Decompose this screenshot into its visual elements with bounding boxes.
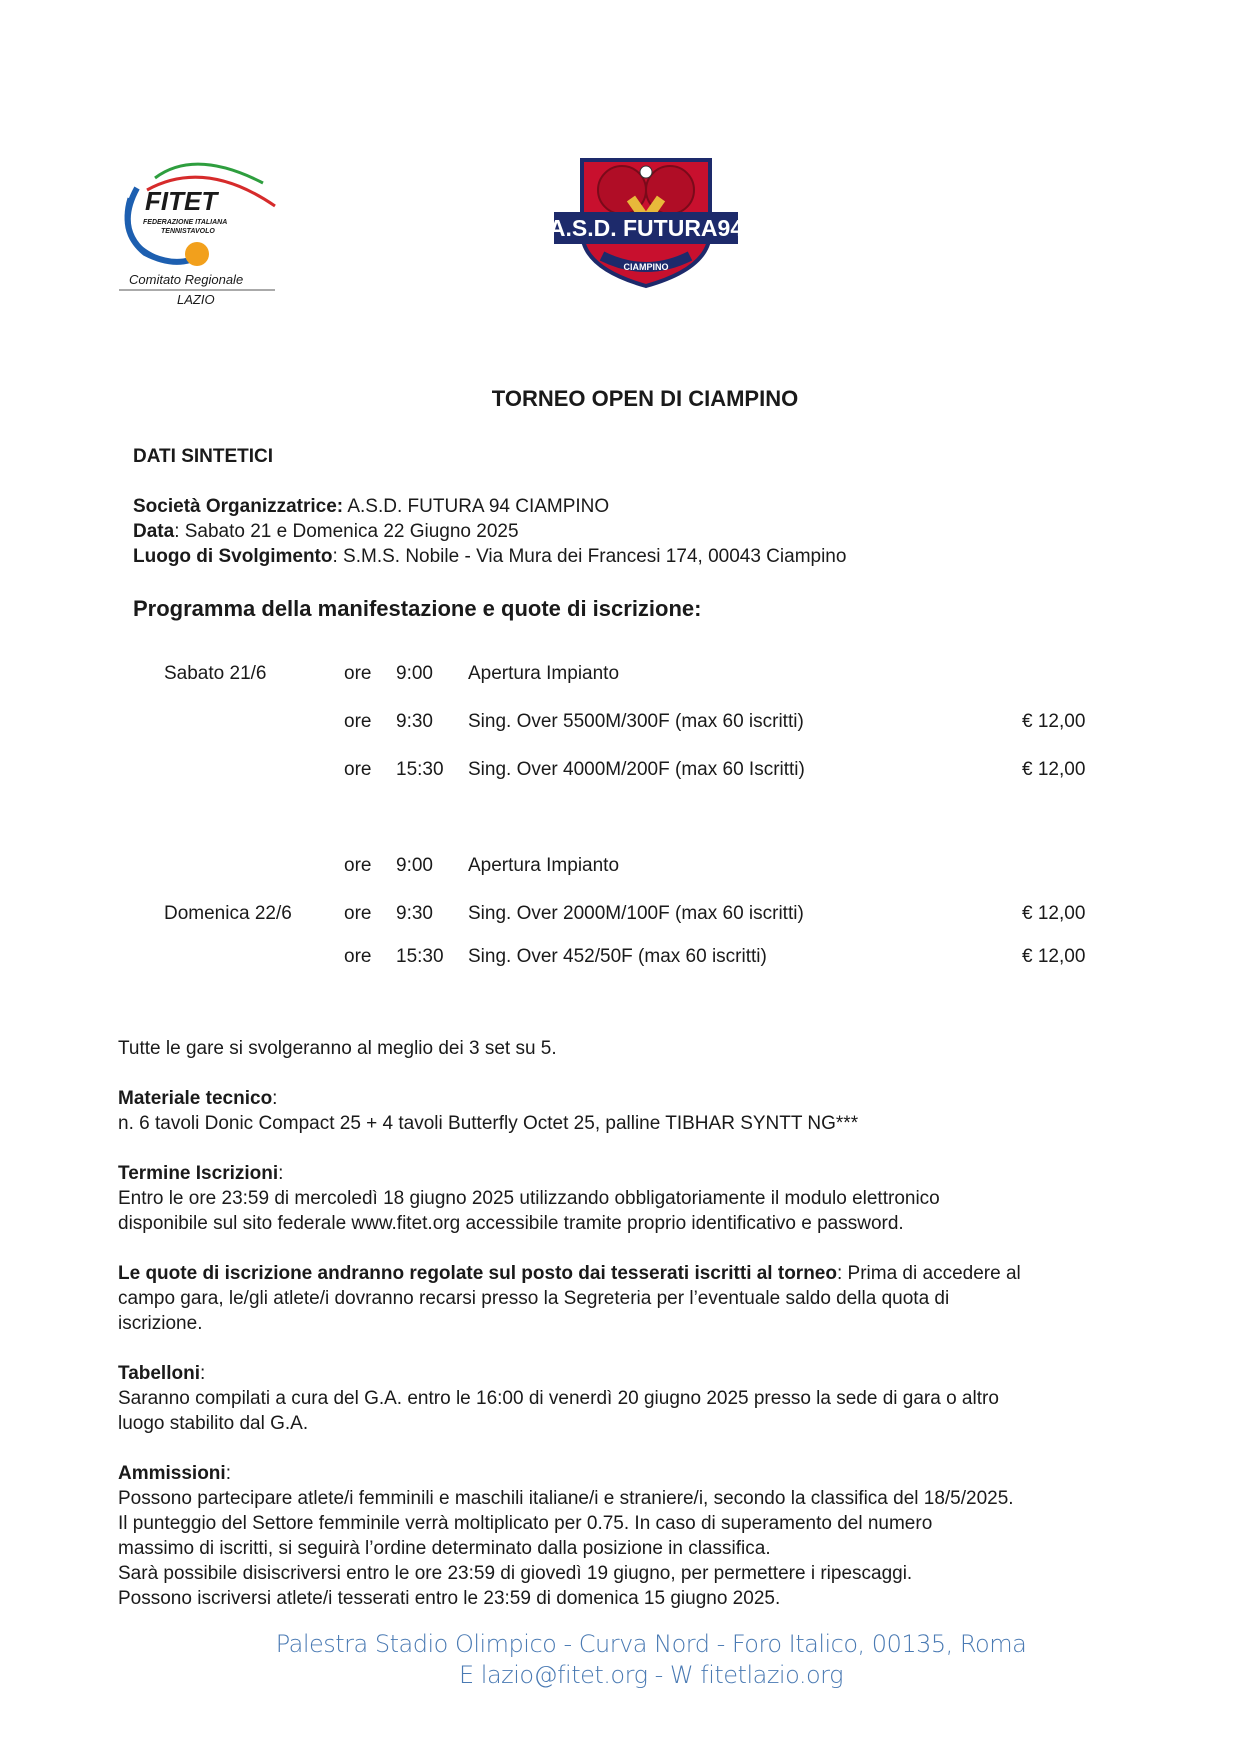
program-price: € 12,00	[1022, 759, 1086, 780]
program-ore: ore	[344, 855, 372, 876]
venue-line	[133, 544, 846, 569]
admissions-line: Possono iscriversi atlete/i tesserati entro le 23:59 di domenica 15 giugno 2025.	[118, 1588, 781, 1609]
program-price: € 12,00	[1022, 711, 1086, 732]
boards-heading	[118, 1361, 205, 1386]
footer-contacts: E lazio@fitet.org - W fitetlazio.org	[458, 1661, 844, 1689]
sets-note: Tutte le gare si svolgeranno al meglio dei 3 set su 5.	[118, 1038, 557, 1059]
futura94-shield-icon	[552, 150, 740, 290]
boards-line: luogo stabilito dal G.A.	[118, 1413, 309, 1434]
admissions-label: Ammissioni	[118, 1463, 226, 1484]
program-event: Sing. Over 452/50F (max 60 iscritti)	[468, 946, 767, 967]
program-event: Apertura Impianto	[468, 663, 620, 684]
material-text: n. 6 tavoli Donic Compact 25 + 4 tavoli Butterfly Octet 25, palline TIBHAR SYNTT NG***	[118, 1113, 859, 1134]
organizer-value: A.S.D. FUTURA 94 CIAMPINO	[343, 496, 610, 517]
svg-text:CIAMPINO: CIAMPINO	[623, 262, 669, 272]
fees-line: iscrizione.	[118, 1313, 203, 1334]
footer-address: Palestra Stadio Olimpico - Curva Nord - Foro Italico, 00135, Roma	[275, 1630, 1027, 1658]
svg-text:TENNISTAVOLO: TENNISTAVOLO	[161, 228, 215, 235]
page-title: TORNEO OPEN DI CIAMPINO	[491, 386, 799, 411]
date-value: : Sabato 21 e Domenica 22 Giugno 2025	[174, 521, 519, 542]
admissions-line: Possono partecipare atlete/i femminili e maschili italiane/i e straniere/i, secondo la classifica del 18/5/2025.	[118, 1488, 1014, 1509]
date-label: Data	[133, 521, 175, 542]
admissions-heading	[118, 1461, 231, 1486]
program-event: Sing. Over 2000M/100F (max 60 iscritti)	[468, 903, 804, 924]
material-colon: :	[272, 1088, 278, 1109]
venue-value: : S.M.S. Nobile - Via Mura dei Francesi 174, 00043 Ciampino	[332, 546, 847, 567]
futura94-logo	[552, 150, 740, 290]
deadline-heading	[118, 1161, 283, 1186]
deadline-line: Entro le ore 23:59 di mercoledì 18 giugno 2025 utilizzando obbligatoriamente il modulo elettronico	[118, 1188, 940, 1209]
fees-line: campo gara, le/gli atlete/i dovranno recarsi presso la Segreteria per l’eventuale saldo della quota di	[118, 1288, 950, 1309]
program-time: 15:30	[396, 946, 444, 967]
program-time: 9:00	[396, 855, 433, 876]
material-label: Materiale tecnico	[118, 1088, 273, 1109]
svg-text:LAZIO: LAZIO	[177, 292, 215, 307]
program-ore: ore	[344, 946, 372, 967]
fees-line1-rest: : Prima di accedere al	[836, 1263, 1021, 1284]
program-event: Apertura Impianto	[468, 855, 620, 876]
admissions-line: Sarà possibile disiscriversi entro le ore 23:59 di giovedì 19 giugno, per permettere i ripescaggi.	[118, 1563, 913, 1584]
deadline-label: Termine Iscrizioni	[118, 1163, 279, 1184]
program-ore: ore	[344, 663, 372, 684]
summary-heading: DATI SINTETICI	[133, 446, 274, 467]
deadline-colon: :	[278, 1163, 284, 1184]
fees-label: Le quote di iscrizione andranno regolate sul posto dai tesserati iscritti al torneo	[118, 1263, 837, 1284]
venue-label: Luogo di Svolgimento	[133, 546, 333, 567]
svg-text:Comitato Regionale: Comitato Regionale	[129, 272, 244, 287]
program-ore: ore	[344, 711, 372, 732]
program-time: 9:30	[396, 711, 433, 732]
material-heading	[118, 1086, 277, 1111]
deadline-line: disponibile sul sito federale www.fitet.org accessibile tramite proprio identificativo e password.	[118, 1213, 904, 1234]
program-event: Sing. Over 4000M/200F (max 60 Iscritti)	[468, 759, 805, 780]
program-heading: Programma della manifestazione e quote di iscrizione:	[133, 596, 702, 621]
fitet-logo	[115, 148, 295, 308]
svg-text:A.S.D. FUTURA94: A.S.D. FUTURA94	[552, 215, 740, 241]
boards-colon: :	[199, 1363, 206, 1384]
svg-text:FEDERAZIONE ITALIANA: FEDERAZIONE ITALIANA	[143, 219, 228, 226]
organizer-line	[133, 494, 609, 519]
fitet-emblem-icon	[115, 148, 295, 308]
boards-label: Tabelloni	[118, 1363, 200, 1384]
program-time: 15:30	[396, 759, 444, 780]
boards-line: Saranno compilati a cura del G.A. entro le 16:00 di venerdì 20 giugno 2025 presso la sede di gara o altro	[118, 1388, 999, 1409]
program-price: € 12,00	[1022, 903, 1086, 924]
fees-line	[118, 1261, 1021, 1286]
program-time: 9:00	[396, 663, 433, 684]
admissions-line: Il punteggio del Settore femminile verrà moltiplicato per 0.75. In caso di superamento del numero	[118, 1513, 933, 1534]
program-ore: ore	[344, 903, 372, 924]
organizer-label: Società Organizzatrice:	[133, 496, 344, 517]
svg-text:FITET: FITET	[145, 186, 218, 216]
admissions-line: massimo di iscritti, si seguirà l’ordine determinato dalla posizione in classifica.	[118, 1538, 771, 1559]
program-day: Sabato 21/6	[164, 663, 267, 684]
program-ore: ore	[344, 759, 372, 780]
program-price: € 12,00	[1022, 946, 1086, 967]
program-day: Domenica 22/6	[164, 903, 292, 924]
program-event: Sing. Over 5500M/300F (max 60 iscritti)	[468, 711, 804, 732]
admissions-colon: :	[225, 1463, 231, 1484]
program-time: 9:30	[396, 903, 433, 924]
date-line	[133, 519, 519, 544]
